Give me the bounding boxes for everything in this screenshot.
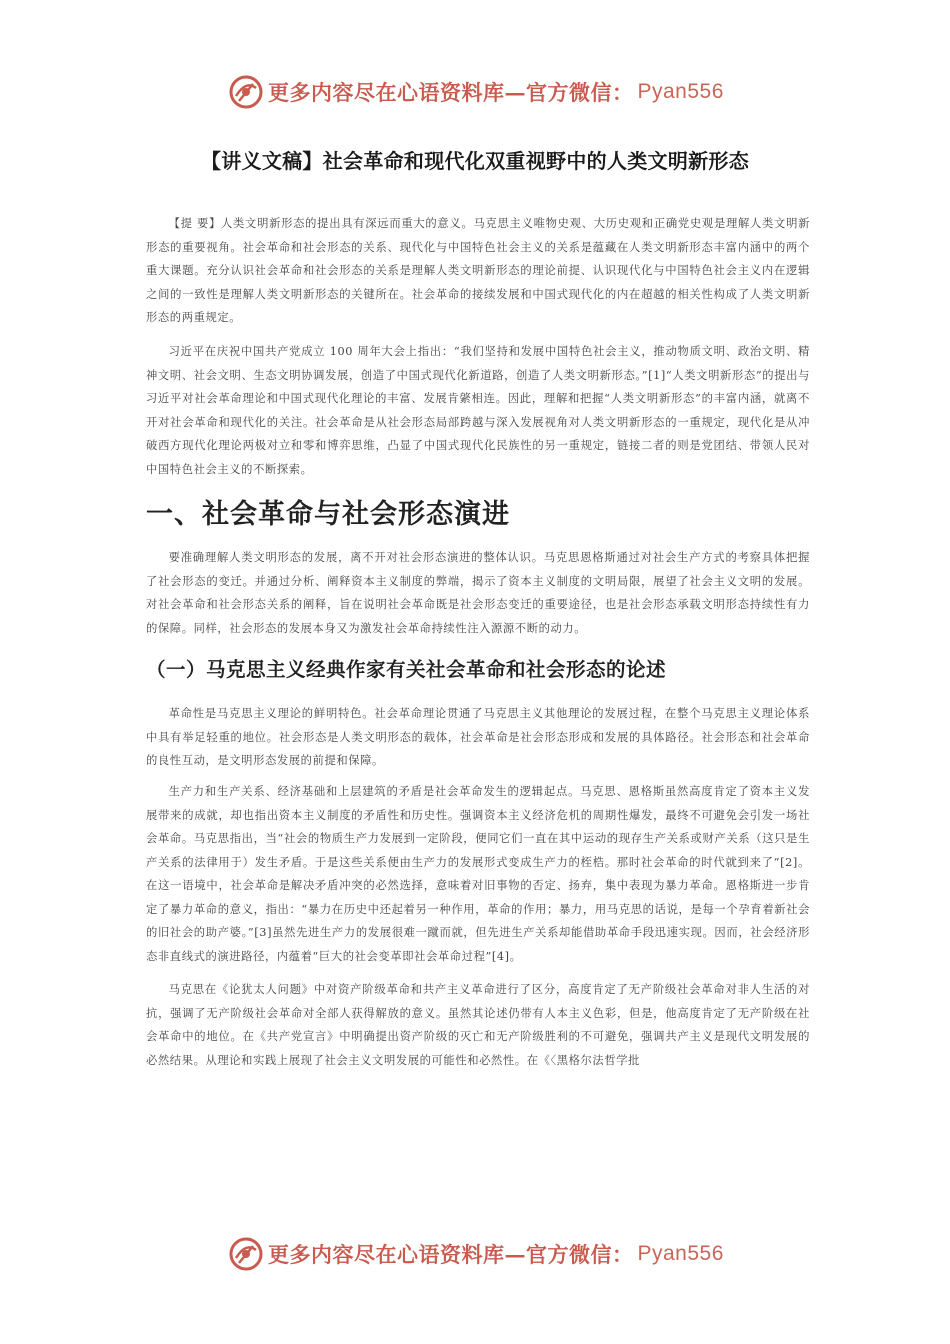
body-paragraph: 马克思在《论犹太人问题》中对资产阶级革命和共产主义革命进行了区分，高度肯定了无产阶级社会革命对非人生活的对抗，强调了无产阶级社会革命对全部人获得解放的意义。虽然其论述仍带有人本主义色彩，但是，他高度肯定了无产阶级在社会革命中的地位。在《共产党宣言》中明确提出资产阶级的灭亡和无产阶级胜利的不可避免，强调共产主义是现代文明发展的必然结果。从理论和实践上展现了社会主义文明发展的可能性和必然性。在《〈黑格尔法哲学批: [146, 983, 810, 1067]
abstract-paragraph: 【提 要】人类文明新形态的提出具有深远而重大的意义。马克思主义唯物史观、大历史观和正确党史观是理解人类文明新形态的重要视角。社会革命和社会形态的关系、现代化与中国特色社会主义的关系是蕴藏在人类文明新形态丰富内涵中的两个重大课题。充分认识社会革命和社会形态的关系是理解人类文明新形态的理论前提、认识现代化与中国特色社会主义内在逻辑之间的一致性是理解人类文明新形态的关键所在。社会革命的接续发展和中国式现代化的内在超越的相关性构成了人类文明新形态的两重规定。: [146, 217, 810, 324]
section-paragraph: 要准确理解人类文明形态的发展，离不开对社会形态演进的整体认识。马克思恩格斯通过对社会生产方式的考察具体把握了社会形态的变迁。并通过分析、阐释资本主义制度的弊端，揭示了资本主义制度的文明局限，展望了社会主义文明的发展。对社会革命和社会形态关系的阐释，旨在说明社会革命既是社会形态变迁的重要途径，也是社会形态承载文明形态持续性有力的保障。同样，社会形态的发展本身又为激发社会革命持续性注入源源不断的动力。: [146, 551, 810, 635]
footer-banner: [228, 1236, 748, 1272]
document-title: 【讲义文稿】社会革命和现代化双重视野中的人类文明新形态: [200, 149, 750, 174]
seal-logo-icon: [228, 1236, 264, 1272]
banner-wechat-id: Pyan556: [637, 1242, 724, 1265]
banner-text: 更多内容尽在心语资料库—官方微信：: [268, 80, 634, 105]
seal-logo-icon: [228, 74, 264, 110]
subsection-heading: （一）马克思主义经典作家有关社会革命和社会形态的论述: [146, 658, 667, 681]
section-heading: 一、社会革命与社会形态演进: [146, 499, 510, 530]
body-paragraph: 革命性是马克思主义理论的鲜明特色。社会革命理论贯通了马克思主义其他理论的发展过程，在整个马克思主义理论体系中具有举足轻重的地位。社会形态是人类文明形态的载体，社会革命是社会形态形成和发展的具体路径。社会形态和社会革命的良性互动，是文明形态发展的前提和保障。: [146, 707, 810, 767]
intro-paragraph: 习近平在庆祝中国共产党成立 100 周年大会上指出：“我们坚持和发展中国特色社会主义，推动物质文明、政治文明、精神文明、社会文明、生态文明协调发展，创造了中国式现代化新道路，创造了人类文明新形态。”[1]“人类文明新形态”的提出与习近平对社会革命理论和中国式现代化理论的丰富、发展肯綮相连。因此，理解和把握“人类文明新形态”的丰富内涵，就离不开对社会革命和现代化的关注。社会革命是从社会形态局部跨越与深入发展视角对人类文明新形态的一重规定，现代化是从冲破西方现代化理论两极对立和零和博弈思维，凸显了中国式现代化民族性的另一重规定，链接二者的则是党团结、带领人民对中国特色社会主义的不断探索。: [146, 345, 810, 476]
body-paragraph: 生产力和生产关系、经济基础和上层建筑的矛盾是社会革命发生的逻辑起点。马克思、恩格斯虽然高度肯定了资本主义发展带来的成就，却也指出资本主义制度的矛盾性和历史性。强调资本主义经济危机的周期性爆发，最终不可避免会引发一场社会革命。马克思指出，当“社会的物质生产力发展到一定阶段，便同它们一直在其中运动的现存生产关系或财产关系（这只是生产关系的法律用于）发生矛盾。于是这些关系便由生产力的发展形式变成生产力的桎梏。那时社会革命的时代就到来了”[2]。在这一语境中，社会革命是解决矛盾冲突的必然选择，意味着对旧事物的否定、扬弃，集中表现为暴力革命。恩格斯进一步肯定了暴力革命的意义，指出：“暴力在历史中还起着另一种作用，革命的作用；暴力，用马克思的话说，是每一个孕育着新社会的旧社会的助产婆。”[3]虽然先进生产力的发展很难一蹴而就，但先进生产关系却能借助革命手段迅速实现。因而，社会经济形态非直线式的演进路径，内蕴着“巨大的社会变革即社会革命过程”[4]。: [146, 785, 810, 963]
banner-wechat-id: Pyan556: [637, 80, 724, 103]
banner-text: 更多内容尽在心语资料库—官方微信：: [268, 1242, 634, 1267]
header-banner: [228, 74, 748, 110]
